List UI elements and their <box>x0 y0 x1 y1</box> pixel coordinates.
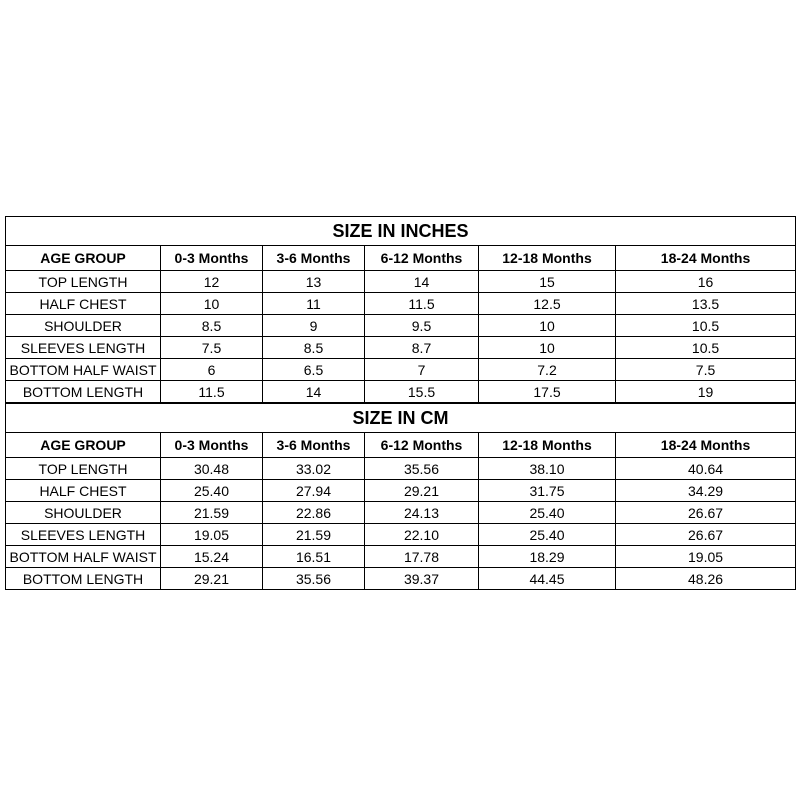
measurement-value: 22.86 <box>263 502 365 524</box>
table-row <box>6 293 796 315</box>
measurement-value: 11.5 <box>365 293 479 315</box>
age-column-header: 0-3 Months <box>161 246 263 271</box>
table-row <box>6 524 796 546</box>
measurement-value: 30.48 <box>161 458 263 480</box>
measurement-value: 9 <box>263 315 365 337</box>
measurement-value: 25.40 <box>161 480 263 502</box>
measurement-label: BOTTOM LENGTH <box>6 381 161 404</box>
table-row <box>6 568 796 590</box>
measurement-value: 7 <box>365 359 479 381</box>
measurement-value: 35.56 <box>263 568 365 590</box>
measurement-value: 25.40 <box>479 524 616 546</box>
measurement-value: 19.05 <box>616 546 796 568</box>
measurement-value: 10.5 <box>616 315 796 337</box>
measurement-value: 12.5 <box>479 293 616 315</box>
measurement-value: 11 <box>263 293 365 315</box>
section-title: SIZE IN INCHES <box>6 217 796 246</box>
measurement-value: 10 <box>161 293 263 315</box>
measurement-value: 10 <box>479 315 616 337</box>
table-row <box>6 546 796 568</box>
measurement-value: 10 <box>479 337 616 359</box>
measurement-value: 7.5 <box>616 359 796 381</box>
table-row <box>6 271 796 293</box>
measurement-value: 19 <box>616 381 796 404</box>
age-column-header: 6-12 Months <box>365 246 479 271</box>
measurement-value: 16 <box>616 271 796 293</box>
table-row <box>6 315 796 337</box>
measurement-value: 25.40 <box>479 502 616 524</box>
age-group-header: AGE GROUP <box>6 433 161 458</box>
age-column-header: 18-24 Months <box>616 433 796 458</box>
age-column-header: 18-24 Months <box>616 246 796 271</box>
measurement-label: HALF CHEST <box>6 293 161 315</box>
measurement-value: 14 <box>365 271 479 293</box>
measurement-value: 48.26 <box>616 568 796 590</box>
measurement-value: 39.37 <box>365 568 479 590</box>
measurement-value: 15 <box>479 271 616 293</box>
section-title-row <box>6 403 796 433</box>
age-column-header: 6-12 Months <box>365 433 479 458</box>
table-row <box>6 458 796 480</box>
measurement-value: 21.59 <box>263 524 365 546</box>
measurement-value: 8.5 <box>263 337 365 359</box>
measurement-value: 12 <box>161 271 263 293</box>
measurement-label: BOTTOM HALF WAIST <box>6 359 161 381</box>
measurement-label: SLEEVES LENGTH <box>6 524 161 546</box>
column-header-row <box>6 433 796 458</box>
measurement-value: 6 <box>161 359 263 381</box>
age-column-header: 12-18 Months <box>479 246 616 271</box>
measurement-value: 29.21 <box>365 480 479 502</box>
measurement-label: TOP LENGTH <box>6 458 161 480</box>
measurement-value: 6.5 <box>263 359 365 381</box>
measurement-value: 38.10 <box>479 458 616 480</box>
measurement-value: 11.5 <box>161 381 263 404</box>
measurement-label: SHOULDER <box>6 502 161 524</box>
measurement-value: 17.78 <box>365 546 479 568</box>
age-column-header: 3-6 Months <box>263 246 365 271</box>
measurement-value: 15.24 <box>161 546 263 568</box>
measurement-label: BOTTOM HALF WAIST <box>6 546 161 568</box>
measurement-value: 21.59 <box>161 502 263 524</box>
size-chart-body <box>6 403 796 590</box>
measurement-label: SLEEVES LENGTH <box>6 337 161 359</box>
measurement-value: 24.13 <box>365 502 479 524</box>
measurement-value: 9.5 <box>365 315 479 337</box>
measurement-value: 26.67 <box>616 502 796 524</box>
table-row <box>6 381 796 404</box>
section-title-row <box>6 217 796 246</box>
measurement-value: 8.5 <box>161 315 263 337</box>
measurement-value: 13 <box>263 271 365 293</box>
measurement-value: 44.45 <box>479 568 616 590</box>
measurement-value: 33.02 <box>263 458 365 480</box>
table-row <box>6 337 796 359</box>
measurement-value: 17.5 <box>479 381 616 404</box>
measurement-value: 8.7 <box>365 337 479 359</box>
measurement-value: 27.94 <box>263 480 365 502</box>
measurement-value: 7.5 <box>161 337 263 359</box>
measurement-value: 7.2 <box>479 359 616 381</box>
table-row <box>6 480 796 502</box>
measurement-value: 31.75 <box>479 480 616 502</box>
measurement-value: 34.29 <box>616 480 796 502</box>
measurement-label: SHOULDER <box>6 315 161 337</box>
measurement-value: 26.67 <box>616 524 796 546</box>
measurement-value: 10.5 <box>616 337 796 359</box>
measurement-value: 15.5 <box>365 381 479 404</box>
measurement-value: 16.51 <box>263 546 365 568</box>
measurement-label: BOTTOM LENGTH <box>6 568 161 590</box>
age-column-header: 3-6 Months <box>263 433 365 458</box>
size-chart-table <box>5 216 796 590</box>
measurement-value: 40.64 <box>616 458 796 480</box>
measurement-value: 35.56 <box>365 458 479 480</box>
measurement-value: 18.29 <box>479 546 616 568</box>
size-chart-body <box>6 217 796 404</box>
measurement-value: 22.10 <box>365 524 479 546</box>
measurement-label: TOP LENGTH <box>6 271 161 293</box>
measurement-value: 19.05 <box>161 524 263 546</box>
measurement-value: 13.5 <box>616 293 796 315</box>
measurement-label: HALF CHEST <box>6 480 161 502</box>
section-title: SIZE IN CM <box>6 403 796 433</box>
age-group-header: AGE GROUP <box>6 246 161 271</box>
column-header-row <box>6 246 796 271</box>
age-column-header: 0-3 Months <box>161 433 263 458</box>
age-column-header: 12-18 Months <box>479 433 616 458</box>
measurement-value: 29.21 <box>161 568 263 590</box>
table-row <box>6 359 796 381</box>
table-row <box>6 502 796 524</box>
measurement-value: 14 <box>263 381 365 404</box>
